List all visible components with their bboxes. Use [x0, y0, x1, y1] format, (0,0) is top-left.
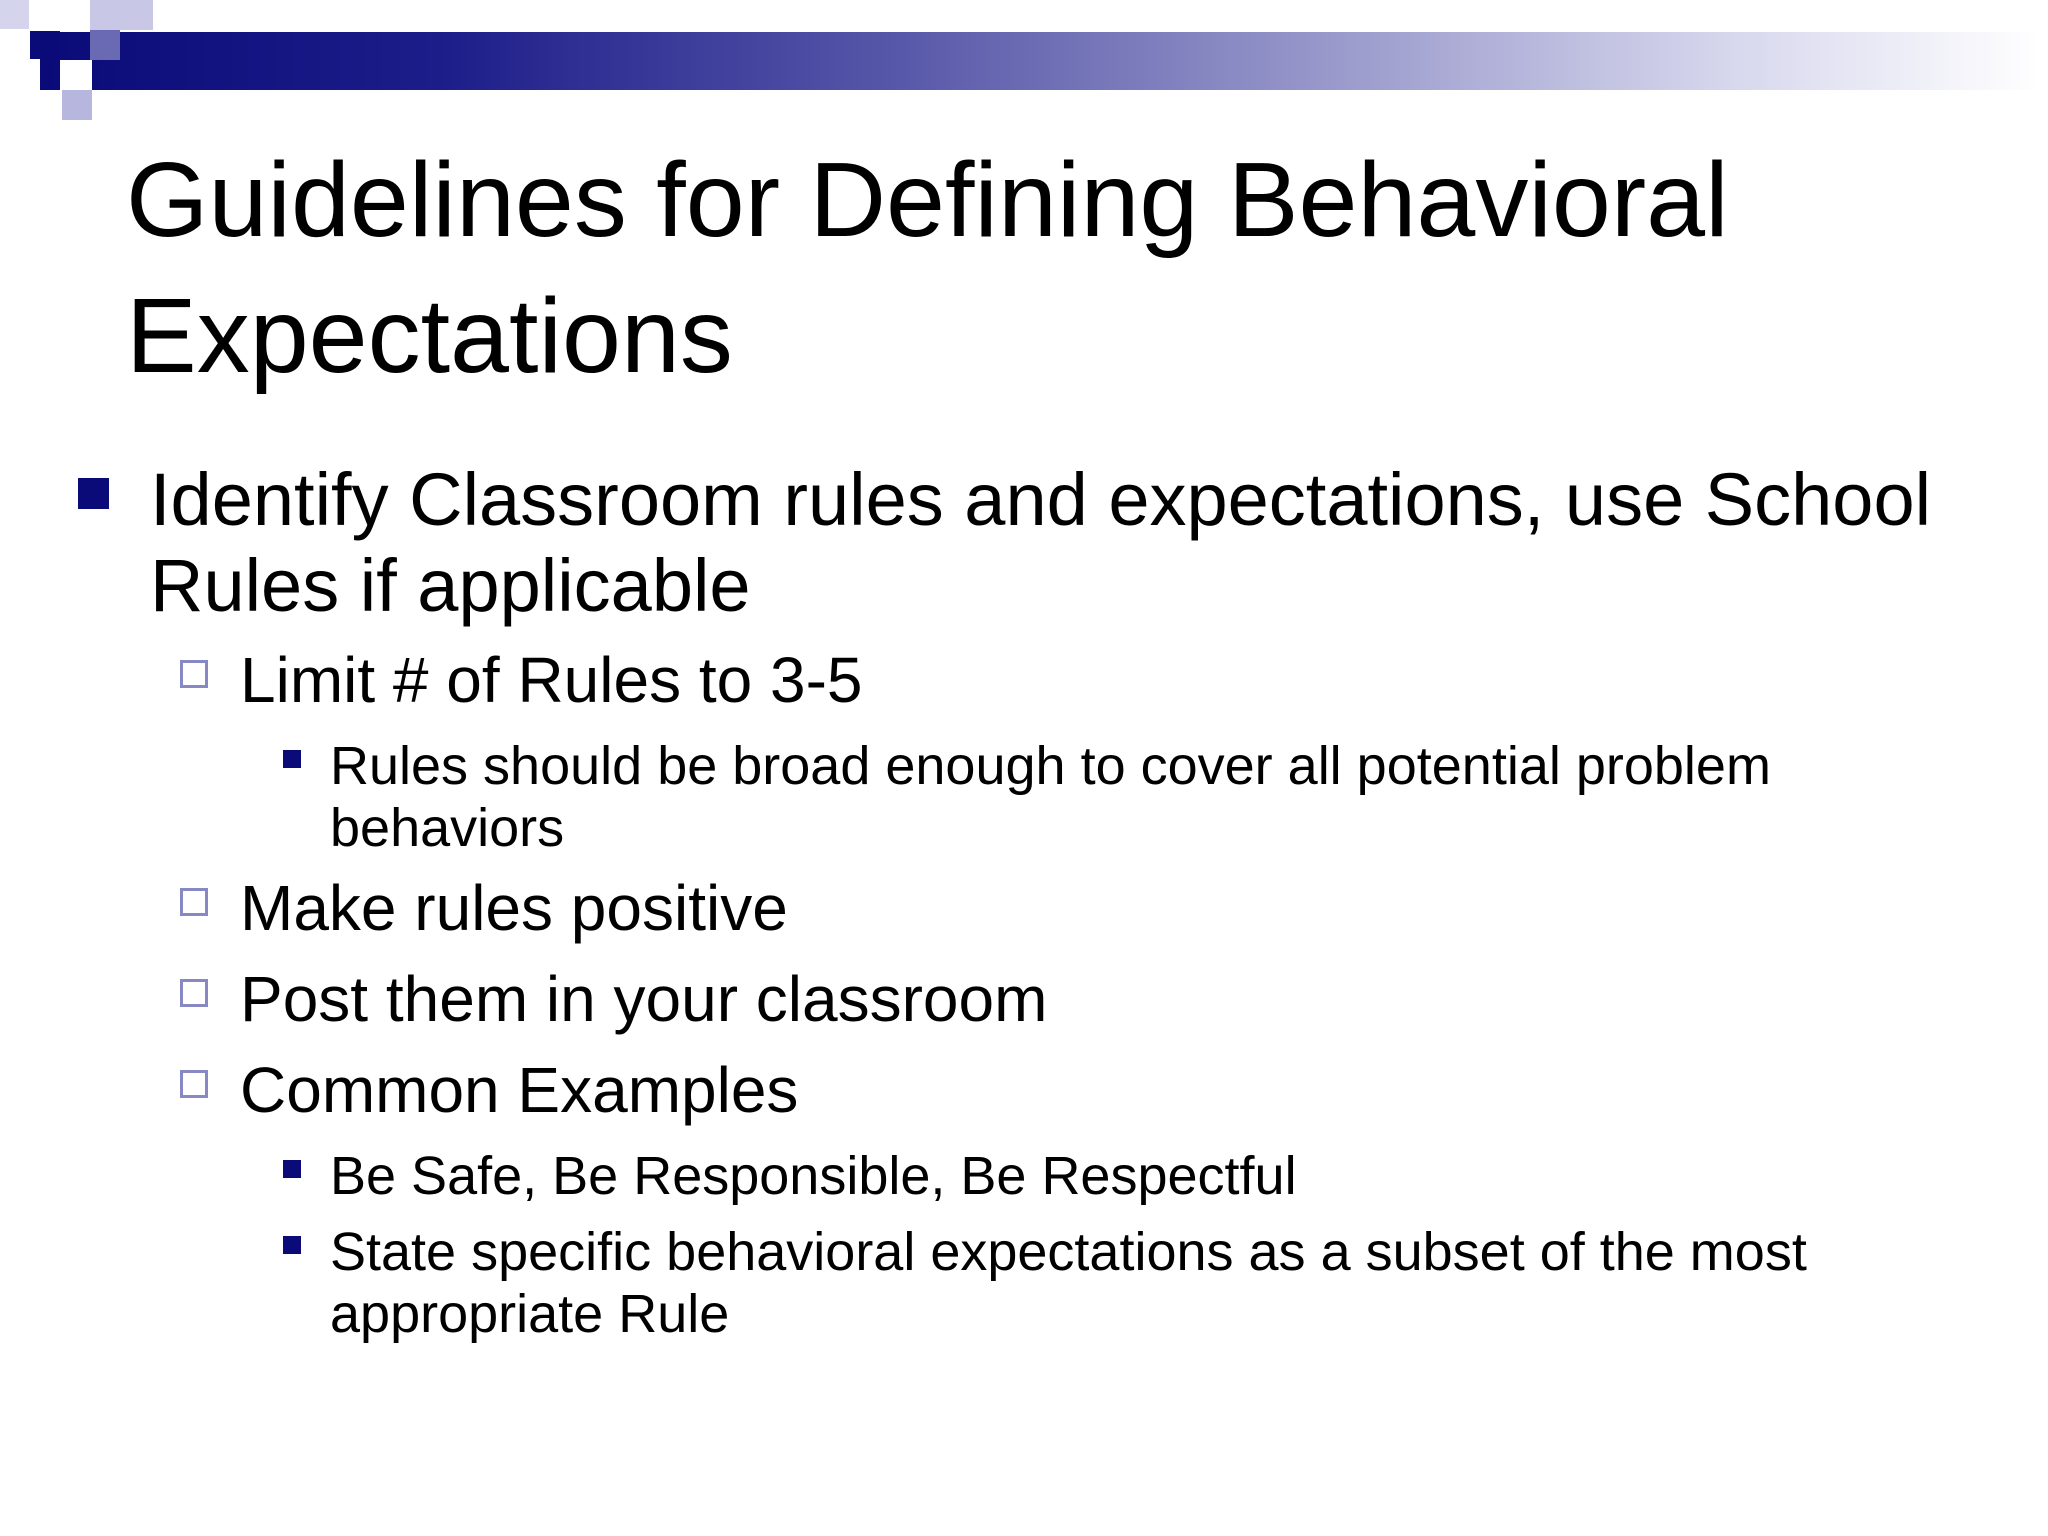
corner-square: [90, 0, 153, 30]
bullet-level1-text: Identify Classroom rules and expectations, use School Rules if applicable: [150, 458, 1932, 627]
bullet-level2-text: Limit # of Rules to 3-5: [240, 644, 863, 716]
square-bullet-icon: [78, 478, 109, 509]
small-square-bullet-icon: [283, 1160, 301, 1178]
corner-square: [0, 60, 30, 120]
bullet-level2-text: Make rules positive: [240, 872, 788, 944]
bullet-level3-text: State specific behavioral expectations as a subset of the most appropriate Rule: [330, 1222, 1807, 1344]
hollow-square-bullet-icon: [180, 1070, 208, 1098]
hollow-square-bullet-icon: [180, 888, 208, 916]
corner-square: [0, 0, 29, 29]
slide-title: Guidelines for Defining Behavioral Expectations: [126, 141, 1729, 395]
bullet-level3-text: Rules should be broad enough to cover all potential problem behaviors: [330, 736, 1771, 858]
corner-squares-decoration: [0, 0, 160, 125]
header-gradient-bar: [40, 32, 2040, 90]
hollow-square-bullet-icon: [180, 660, 208, 688]
hollow-square-bullet-icon: [180, 979, 208, 1007]
small-square-bullet-icon: [283, 750, 301, 768]
corner-square: [30, 31, 60, 59]
corner-square: [90, 30, 120, 60]
corner-square: [62, 90, 92, 120]
bullet-level3-text: Be Safe, Be Responsible, Be Respectful: [330, 1146, 1297, 1206]
bullet-level2-text: Common Examples: [240, 1054, 799, 1126]
bullet-level2-text: Post them in your classroom: [240, 963, 1048, 1035]
small-square-bullet-icon: [283, 1236, 301, 1254]
